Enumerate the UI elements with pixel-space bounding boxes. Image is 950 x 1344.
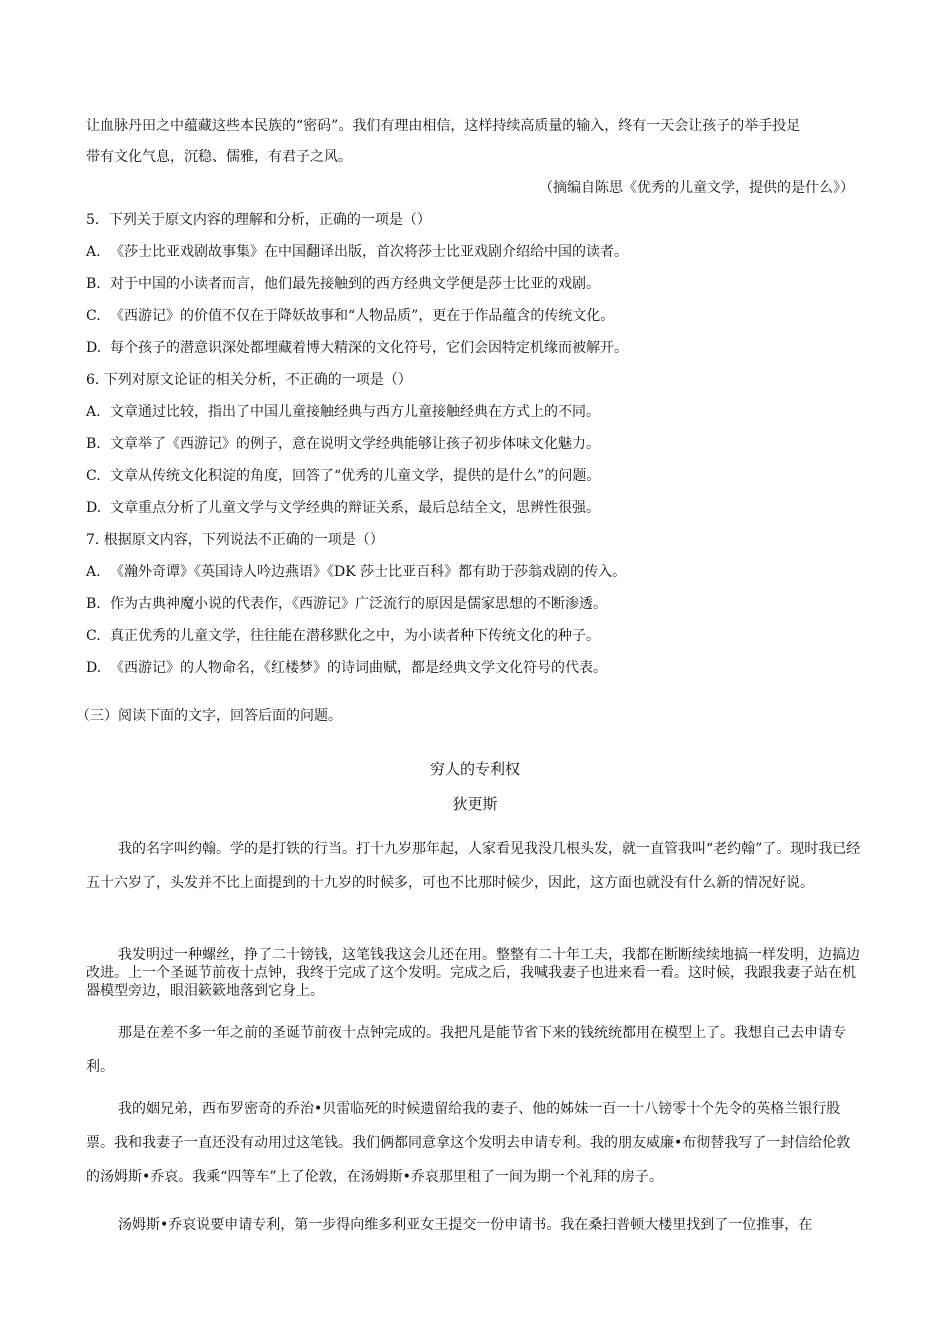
section-heading: （三）阅读下面的文字，回答后面的问题。	[76, 708, 342, 724]
question-7-option-d[interactable]	[86, 658, 876, 678]
option-label: C.	[86, 628, 101, 644]
story-paragraph: 我的名字叫约翰。学的是打铁的行当。打十九岁那年起，人家看见我没几根头发，就一直管我叫“老约翰”了。现时我已经五十六岁了，头发并不比上面提到的十九岁的时候多，可也不比那时候少，因此，这方面也就没有什么新的情况好说。	[86, 841, 861, 891]
question-7-stem: 7. 根据原文内容，下列说法不正确的一项是（）	[86, 532, 384, 548]
intro-line-1: 让血脉丹田之中蕴藏这些本民族的“密码”。我们有理由相信，这样持续高质量的输入，终有一天会让孩子的举手投足	[86, 118, 801, 134]
option-text: 《西游记》的人物命名，《红楼梦》的诗词曲赋，都是经典文学文化符号的代表。	[110, 660, 607, 676]
question-6-option-b[interactable]	[86, 434, 876, 454]
question-6-stem: 6. 下列对原文论证的相关分析，不正确的一项是（）	[86, 372, 412, 388]
option-label: D.	[86, 340, 102, 356]
option-label: D.	[86, 500, 102, 516]
option-text: 文章重点分析了儿童文学与文学经典的辩证关系，最后总结全文，思辨性很强。	[110, 500, 600, 516]
option-label: C.	[86, 468, 101, 484]
option-text: 对于中国的小读者而言，他们最先接触到的西方经典文学便是莎士比亚的戏剧。	[110, 276, 600, 292]
question-5-option-d[interactable]	[86, 338, 876, 358]
option-label: C.	[86, 308, 101, 324]
option-text: 每个孩子的潜意识深处都埋藏着博大精深的文化符号，它们会因特定机缘而被解开。	[110, 340, 628, 356]
option-label: A.	[86, 244, 101, 260]
question-5-option-c[interactable]	[86, 306, 876, 326]
story-author: 狄更斯	[452, 795, 498, 813]
question-7-option-a[interactable]	[86, 562, 876, 582]
option-text: 文章举了《西游记》的例子，意在说明文学经典能够让孩子初步体味文化魅力。	[110, 436, 600, 452]
question-7-option-c[interactable]	[86, 626, 876, 646]
option-label: B.	[86, 276, 101, 292]
option-text: 《瀚外奇谭》《英国诗人吟边燕语》《DK 莎士比亚百科》都有助于莎翁戏剧的传入。	[110, 564, 627, 580]
story-paragraph: 那是在差不多一年之前的圣诞节前夜十点钟完成的。我把凡是能节省下来的钱统统都用在模型上了。我想自己去申请专利。	[86, 1025, 846, 1075]
question-5-option-a[interactable]	[86, 242, 876, 262]
question-6-option-a[interactable]	[86, 402, 876, 422]
option-label: A.	[86, 404, 101, 420]
question-6-option-c[interactable]	[86, 466, 876, 486]
option-text: 《西游记》的价值不仅在于降妖故事和“人物品质”，更在于作品蕴含的传统文化。	[110, 308, 615, 324]
story-title: 穷人的专利权	[429, 760, 520, 778]
option-label: B.	[86, 596, 101, 612]
question-6-option-d[interactable]	[86, 498, 876, 518]
option-text: 文章从传统文化积淀的角度，回答了“优秀的儿童文学，提供的是什么”的问题。	[110, 468, 601, 484]
question-5-option-b[interactable]	[86, 274, 876, 294]
question-7-option-b[interactable]	[86, 594, 876, 614]
option-label: A.	[86, 564, 101, 580]
story-paragraph: 我发明过一种螺丝，挣了二十镑钱，这笔钱我这会儿还在用。整整有二十年工夫，我都在断断续续地搞一样发明，边搞边改进。上一个圣诞节前夜十点钟，我终于完成了这个发明。完成之后，我喊我妻子也进来看一看。这时候，我跟我妻子站在机器模型旁边，眼泪簌簌地落到它身上。	[86, 947, 860, 999]
option-text: 作为古典神魔小说的代表作，《西游记》广泛流行的原因是儒家思想的不断渗透。	[110, 596, 607, 612]
option-text: 文章通过比较，指出了中国儿童接触经典与西方儿童接触经典在方式上的不同。	[110, 404, 600, 420]
option-text: 真正优秀的儿童文学，往往能在潜移默化之中，为小读者种下传统文化的种子。	[110, 628, 600, 644]
question-5-stem: 5．下列关于原文内容的理解和分析，正确的一项是（）	[86, 212, 431, 228]
story-paragraph: 汤姆斯•乔哀说要申请专利，第一步得向维多利亚女王提交一份申请书。我在桑扫普顿大楼里找到了一位推事，在	[118, 1217, 813, 1233]
option-text: 《莎士比亚戏剧故事集》在中国翻译出版，首次将莎士比亚戏剧介绍给中国的读者。	[110, 244, 628, 260]
intro-line-2: 带有文化气息，沉稳、儒雅，有君子之风。	[86, 149, 352, 165]
option-label: B.	[86, 436, 101, 452]
source-citation: （摘编自陈思《优秀的儿童文学，提供的是什么》）	[539, 180, 854, 196]
option-label: D.	[86, 660, 102, 676]
story-paragraph: 我的姻兄弟，西布罗密奇的乔治•贝雷临死的时候遗留给我的妻子、他的姊妹一百一十八镑零十个先令的英格兰银行股票。我和我妻子一直还没有动用过这笔钱。我们俩都同意拿这个发明去申请专利。我的朋友威廉•布彻替我写了一封信给伦敦的汤姆斯•乔哀。我乘“四等车”上了伦敦，在汤姆斯•乔哀那里租了一间为期一个礼拜的房子。	[86, 1101, 851, 1185]
